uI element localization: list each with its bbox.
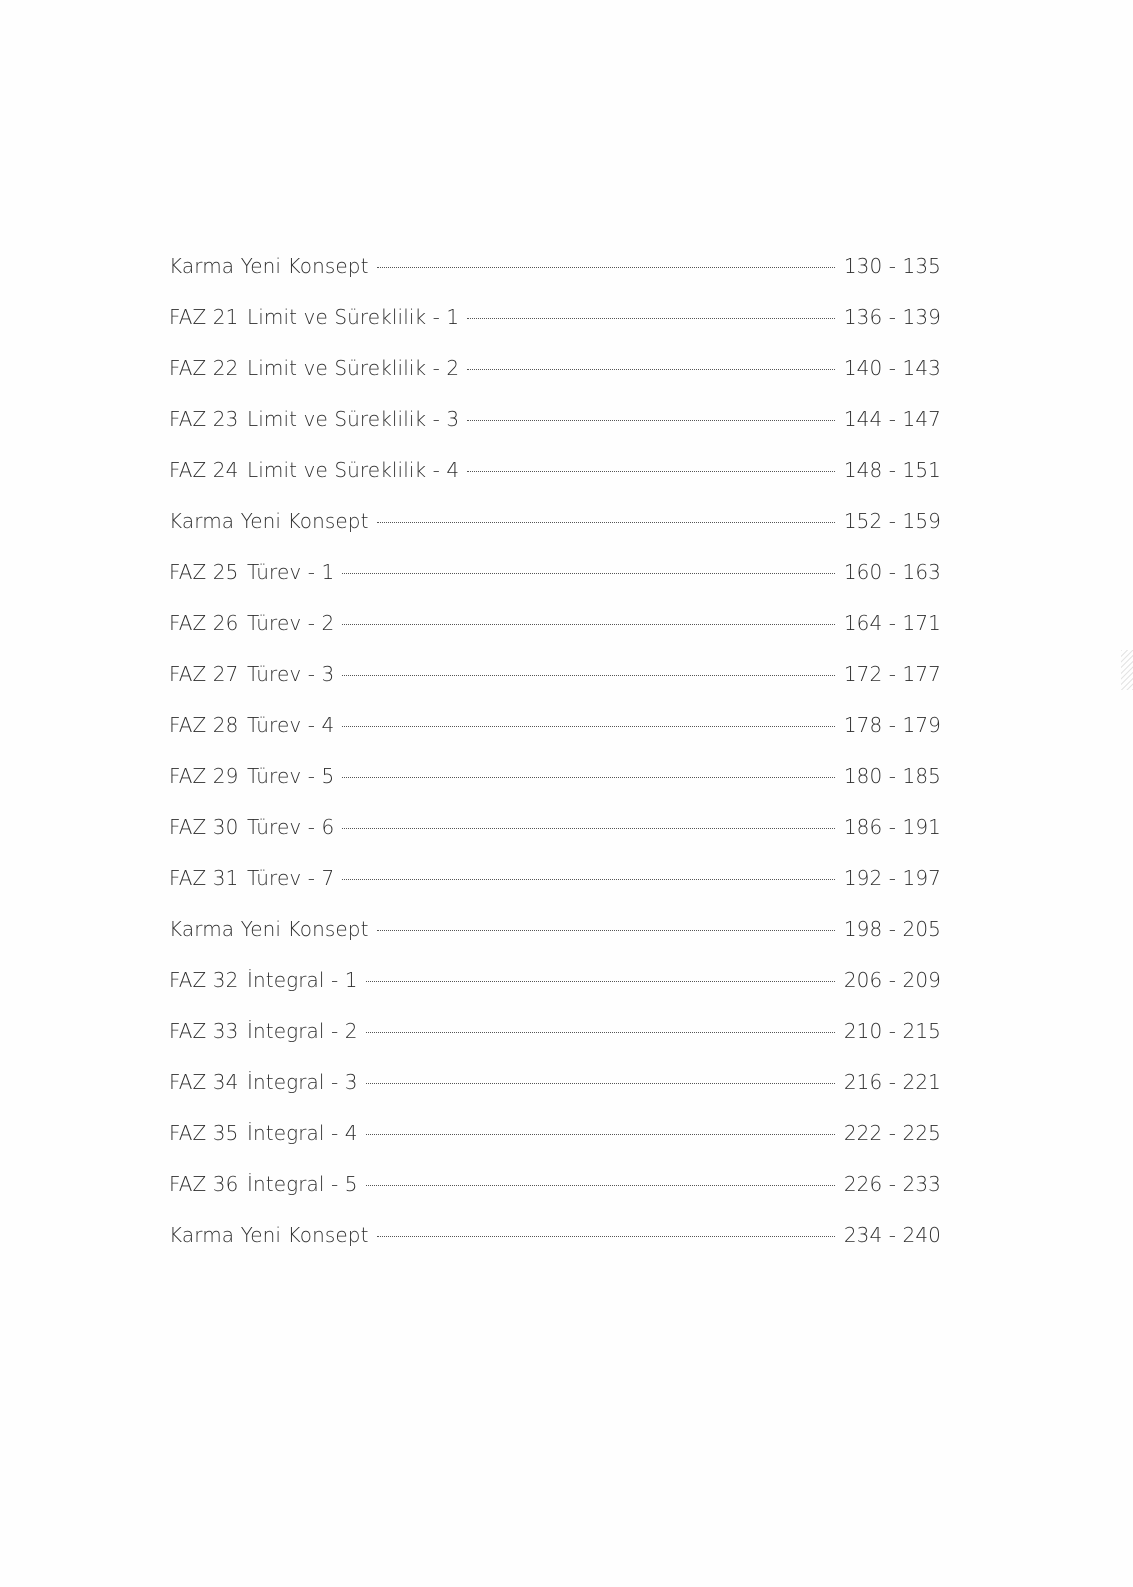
toc-entry-title: Limit ve Süreklilik - 1 xyxy=(247,305,460,329)
toc-entry-title-group xyxy=(169,611,334,635)
dot-leader xyxy=(377,930,835,931)
toc-entry-pages: 226 - 233 xyxy=(843,1172,941,1196)
toc-entry-title: Karma Yeni Konsept xyxy=(169,917,369,941)
toc-entry-title-group xyxy=(169,866,334,890)
toc-entry-title-group xyxy=(169,1121,358,1145)
toc-entry-code: FAZ 24 xyxy=(169,458,239,482)
toc-entry-title: Limit ve Süreklilik - 4 xyxy=(247,458,460,482)
toc-entry-pages: 140 - 143 xyxy=(843,356,941,380)
toc-entry-pages: 144 - 147 xyxy=(843,407,941,431)
toc-entry-pages: 222 - 225 xyxy=(843,1121,941,1145)
dot-leader xyxy=(342,828,834,829)
toc-entry-pages: 192 - 197 xyxy=(843,866,941,890)
toc-entry-title-group xyxy=(169,407,459,431)
toc-entry[interactable] xyxy=(169,458,941,509)
toc-entry-title-group xyxy=(169,713,334,737)
toc-entry-title: İntegral - 4 xyxy=(247,1121,358,1145)
toc-entry[interactable] xyxy=(169,1172,941,1223)
toc-entry-title-group xyxy=(169,917,369,941)
toc-entry-code: FAZ 22 xyxy=(169,356,239,380)
toc-entry[interactable] xyxy=(169,1121,941,1172)
toc-entry-code: FAZ 35 xyxy=(169,1121,239,1145)
toc-entry-code: FAZ 25 xyxy=(169,560,239,584)
toc-entry-code: FAZ 23 xyxy=(169,407,239,431)
toc-entry-pages: 216 - 221 xyxy=(843,1070,941,1094)
toc-entry[interactable] xyxy=(169,764,941,815)
toc-entry-title: Türev - 6 xyxy=(247,815,335,839)
toc-entry-code: FAZ 32 xyxy=(169,968,239,992)
toc-entry-code: FAZ 33 xyxy=(169,1019,239,1043)
dot-leader xyxy=(467,318,835,319)
toc-entry-title: İntegral - 2 xyxy=(247,1019,358,1043)
dot-leader xyxy=(366,1032,835,1033)
toc-entry-title-group xyxy=(169,1172,358,1196)
toc-entry-code: FAZ 31 xyxy=(169,866,239,890)
toc-entry-pages: 148 - 151 xyxy=(843,458,941,482)
toc-entry[interactable] xyxy=(169,917,941,968)
toc-entry[interactable] xyxy=(169,662,941,713)
toc-entry-title-group xyxy=(169,1070,358,1094)
toc-entry[interactable] xyxy=(169,1019,941,1070)
toc-entry-pages: 160 - 163 xyxy=(843,560,941,584)
toc-entry-title: İntegral - 5 xyxy=(247,1172,358,1196)
toc-entry-code: FAZ 36 xyxy=(169,1172,239,1196)
dot-leader xyxy=(366,1134,835,1135)
toc-entry-pages: 172 - 177 xyxy=(843,662,941,686)
toc-entry-title-group xyxy=(169,254,369,278)
toc-entry[interactable] xyxy=(169,560,941,611)
toc-entry-pages: 152 - 159 xyxy=(843,509,941,533)
toc-entry-pages: 136 - 139 xyxy=(843,305,941,329)
toc-entry-pages: 186 - 191 xyxy=(843,815,941,839)
toc-entry-title: Limit ve Süreklilik - 2 xyxy=(247,356,460,380)
dot-leader xyxy=(342,573,834,574)
toc-entry-title: Türev - 2 xyxy=(247,611,335,635)
toc-entry[interactable] xyxy=(169,407,941,458)
toc-entry[interactable] xyxy=(169,356,941,407)
toc-entry[interactable] xyxy=(169,254,941,305)
toc-entry-title: Karma Yeni Konsept xyxy=(169,254,369,278)
toc-entry-title-group xyxy=(169,764,334,788)
toc-entry-title: Türev - 1 xyxy=(247,560,335,584)
toc-entry-pages: 206 - 209 xyxy=(843,968,941,992)
toc-entry[interactable] xyxy=(169,1070,941,1121)
toc-entry[interactable] xyxy=(169,815,941,866)
toc-entry-code: FAZ 34 xyxy=(169,1070,239,1094)
toc-entry-title-group xyxy=(169,305,459,329)
table-of-contents xyxy=(169,254,941,1274)
toc-entry-code: FAZ 26 xyxy=(169,611,239,635)
dot-leader xyxy=(342,777,834,778)
toc-entry-title: Türev - 5 xyxy=(247,764,335,788)
dot-leader xyxy=(366,1185,835,1186)
dot-leader xyxy=(377,522,835,523)
toc-entry-code: FAZ 27 xyxy=(169,662,239,686)
toc-entry-title-group xyxy=(169,1019,358,1043)
dot-leader xyxy=(342,879,834,880)
dot-leader xyxy=(467,369,835,370)
toc-entry[interactable] xyxy=(169,1223,941,1274)
dot-leader xyxy=(467,420,835,421)
toc-entry-title-group xyxy=(169,356,459,380)
toc-entry-title: İntegral - 3 xyxy=(247,1070,358,1094)
toc-entry-title-group xyxy=(169,458,459,482)
toc-entry-pages: 198 - 205 xyxy=(843,917,941,941)
page-edge-mark xyxy=(1121,650,1133,690)
toc-entry-title-group xyxy=(169,968,358,992)
toc-entry-pages: 178 - 179 xyxy=(843,713,941,737)
toc-entry-pages: 234 - 240 xyxy=(843,1223,941,1247)
dot-leader xyxy=(467,471,835,472)
toc-entry-title: İntegral - 1 xyxy=(247,968,358,992)
dot-leader xyxy=(342,624,834,625)
toc-entry-code: FAZ 29 xyxy=(169,764,239,788)
toc-entry-pages: 130 - 135 xyxy=(843,254,941,278)
toc-entry-pages: 164 - 171 xyxy=(843,611,941,635)
toc-entry-code: FAZ 21 xyxy=(169,305,239,329)
dot-leader xyxy=(377,1236,835,1237)
toc-entry-title: Karma Yeni Konsept xyxy=(169,509,369,533)
toc-entry-title: Türev - 4 xyxy=(247,713,335,737)
toc-entry-code: FAZ 30 xyxy=(169,815,239,839)
dot-leader xyxy=(342,675,834,676)
toc-entry-title-group xyxy=(169,1223,369,1247)
toc-entry[interactable] xyxy=(169,968,941,1019)
toc-entry[interactable] xyxy=(169,509,941,560)
toc-entry[interactable] xyxy=(169,713,941,764)
toc-entry-title: Karma Yeni Konsept xyxy=(169,1223,369,1247)
toc-entry-title: Türev - 7 xyxy=(247,866,335,890)
toc-entry-title-group xyxy=(169,560,334,584)
toc-entry[interactable] xyxy=(169,611,941,662)
toc-entry-code: FAZ 28 xyxy=(169,713,239,737)
toc-entry-title: Limit ve Süreklilik - 3 xyxy=(247,407,460,431)
toc-entry[interactable] xyxy=(169,866,941,917)
toc-entry-pages: 210 - 215 xyxy=(843,1019,941,1043)
dot-leader xyxy=(377,267,835,268)
toc-entry-title-group xyxy=(169,662,334,686)
toc-entry-title-group xyxy=(169,815,334,839)
toc-entry-pages: 180 - 185 xyxy=(843,764,941,788)
dot-leader xyxy=(366,981,835,982)
dot-leader xyxy=(366,1083,835,1084)
toc-entry-title-group xyxy=(169,509,369,533)
toc-entry[interactable] xyxy=(169,305,941,356)
dot-leader xyxy=(342,726,834,727)
toc-entry-title: Türev - 3 xyxy=(247,662,335,686)
